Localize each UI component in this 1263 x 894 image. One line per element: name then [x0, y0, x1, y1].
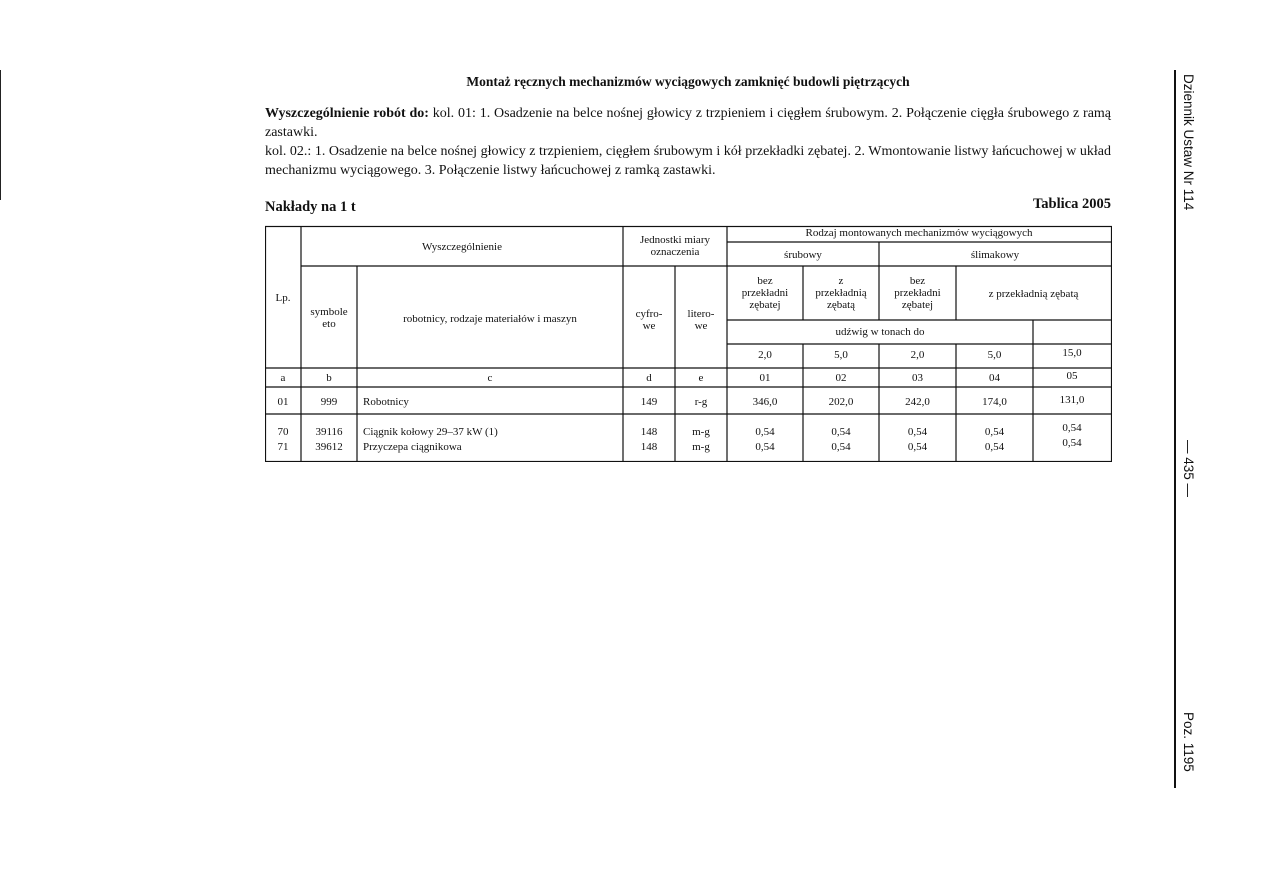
- row-value: 0,54: [907, 441, 928, 453]
- z-przekladnia-1: z przekładnią zębatą: [815, 275, 867, 311]
- row-value: 242,0: [905, 396, 930, 408]
- z-przekladnia-2: z przekładnią zębatą: [988, 288, 1079, 300]
- row-value: 131,0: [1059, 394, 1085, 406]
- row-literowe: m-g: [692, 426, 710, 438]
- row-value: 0,54: [907, 426, 928, 438]
- letter-cell: d: [646, 372, 652, 384]
- page-number: — 435 —: [1181, 440, 1196, 498]
- position-label: Poz. 1195: [1181, 712, 1196, 772]
- row-value: 0,54: [1062, 437, 1082, 449]
- description-line-1: kol. 01: 1. Osadzenie na belce nośnej głowicy z trzpieniem i cięgłem śrubowym. 2. Połączenie cięgła śrubowego z ramą zastawki.: [265, 106, 1112, 140]
- colnum-cell: 04: [989, 372, 1000, 384]
- description-line-2: kol. 02.: 1. Osadzenie na belce nośnej głowicy z trzpieniem, cięgłem śrubowym i kół przekładki zębatej. 2. Wmontowanie listwy łańcuchowej w układ mechanizmu wyciągowego. 3. Połączenie listwy łańcuchowej z ramką zastawki.: [265, 144, 1111, 178]
- cyfrowe-header: cyfro- we: [635, 308, 663, 332]
- robotnicy-header: robotnicy, rodzaje materiałów i maszyn: [403, 313, 577, 325]
- colnum-cell: 01: [759, 372, 771, 384]
- srubowy-header: śrubowy: [784, 249, 822, 261]
- work-description: [265, 104, 1111, 180]
- letter-cell: e: [698, 372, 704, 384]
- row-symbol: 39116: [315, 426, 343, 438]
- capacity-cell: 2,0: [758, 349, 772, 361]
- letter-cell: c: [487, 372, 493, 384]
- capacity-cell: 5,0: [987, 349, 1002, 361]
- literowe-header: litero- we: [687, 308, 715, 332]
- row-value: 0,54: [831, 426, 851, 438]
- slimakowy-header: ślimakowy: [970, 249, 1020, 261]
- capacity-cell: 5,0: [834, 349, 848, 361]
- description-lead: Wyszczególnienie robót do:: [265, 106, 429, 121]
- row-value: 174,0: [982, 396, 1007, 408]
- bez-przekladni-2: bez przekładni zębatej: [894, 275, 941, 311]
- row-symbol: 39612: [315, 441, 343, 453]
- norms-table: [265, 222, 1112, 462]
- row-symbol: 999: [320, 396, 338, 408]
- jednostki-header: Jednostki miary oznaczenia: [640, 234, 710, 258]
- rodzaj-header: Rodzaj montowanych mechanizmów wyciągowych: [805, 227, 1033, 239]
- table-number: Tablica 2005: [1032, 196, 1111, 212]
- lp-header: Lp.: [275, 292, 291, 304]
- row-lp: 70: [277, 426, 289, 438]
- colnum-cell: 05: [1066, 370, 1078, 382]
- letter-cell: a: [280, 372, 286, 384]
- bez-przekladni-1: bez przekładni zębatej: [741, 275, 789, 311]
- row-literowe: r-g: [694, 396, 708, 408]
- journal-label: Dziennik Ustaw Nr 114: [1181, 74, 1196, 211]
- row-value: 202,0: [828, 396, 854, 408]
- row-value: 0,54: [755, 441, 775, 453]
- page-edge-rule: [0, 70, 1, 200]
- colnum-cell: 03: [912, 372, 923, 384]
- wyszczegolnienie-header: Wyszczególnienie: [422, 241, 502, 253]
- udzwig-header: udźwig w tonach do: [835, 326, 925, 338]
- capacity-cell: 2,0: [910, 349, 925, 361]
- row-cyfrowe: 148: [640, 426, 658, 438]
- row-value: 0,54: [831, 441, 851, 453]
- side-rule: [1174, 70, 1176, 788]
- row-name: Przyczepa ciągnikowa: [363, 441, 462, 453]
- row-name: Ciągnik kołowy 29–37 kW (1): [363, 426, 498, 438]
- row-value: 0,54: [984, 441, 1005, 453]
- row-literowe: m-g: [692, 441, 710, 453]
- colnum-cell: 02: [835, 372, 847, 384]
- row-lp: 71: [277, 441, 289, 453]
- row-value: 346,0: [752, 396, 778, 408]
- row-cyfrowe: 149: [640, 396, 658, 408]
- row-value: 0,54: [984, 426, 1005, 438]
- symbole-header: symbole eto: [310, 306, 348, 330]
- naklady-heading: Nakłady na 1 t: [265, 199, 356, 215]
- capacity-cell: 15,0: [1062, 347, 1082, 359]
- row-value: 0,54: [1062, 422, 1082, 434]
- letter-cell: b: [326, 372, 332, 384]
- document-title: Montaż ręcznych mechanizmów wyciągowych zamknięć budowli piętrzących: [466, 74, 910, 89]
- row-name: Robotnicy: [363, 396, 409, 408]
- row-cyfrowe: 148: [640, 441, 658, 453]
- row-lp: 01: [277, 396, 289, 408]
- row-value: 0,54: [755, 426, 775, 438]
